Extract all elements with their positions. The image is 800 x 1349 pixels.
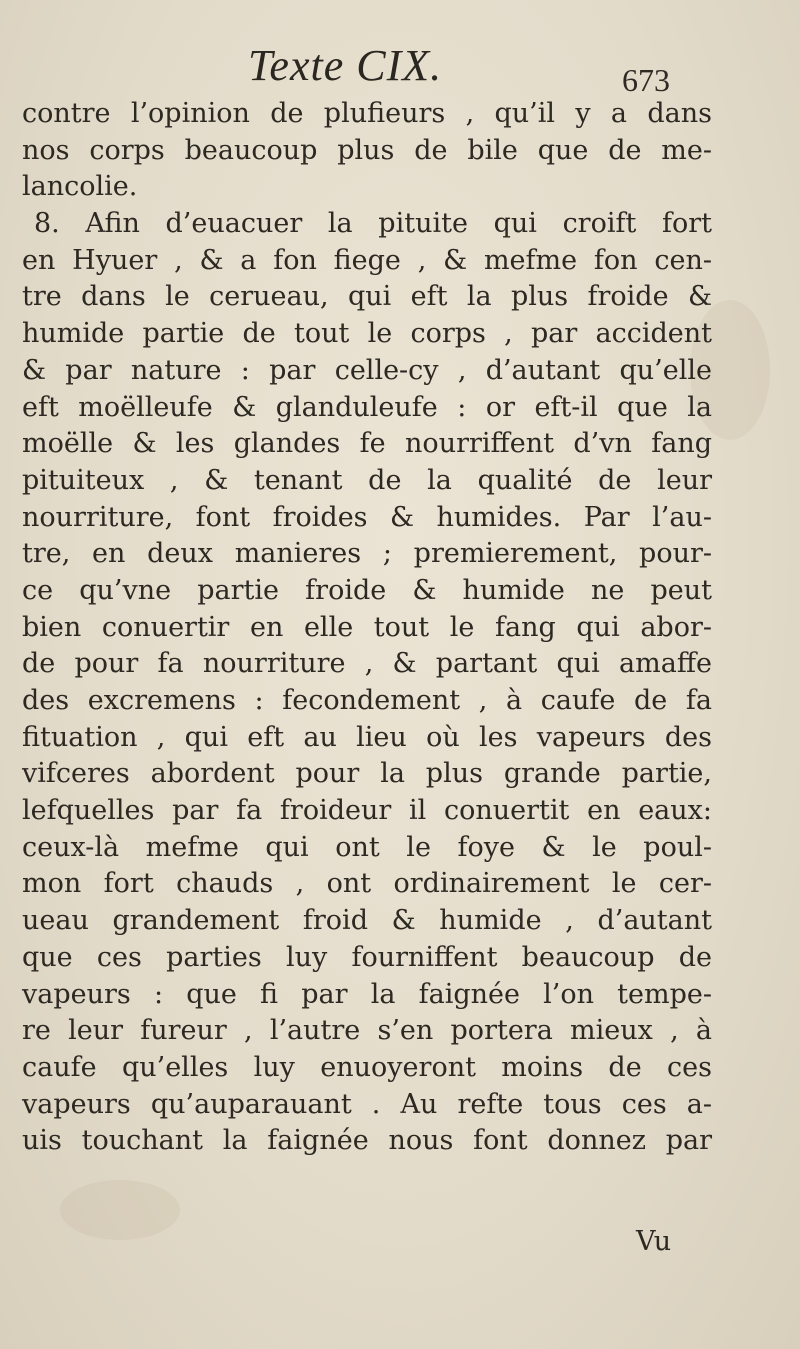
text-line: humide partie de tout le corps , par accident <box>22 318 712 350</box>
page-header <box>0 40 800 100</box>
text-line: vapeurs qu’auparauant . Au refte tous ces a- <box>22 1088 712 1120</box>
text-line: lefquelles par fa froideur il conuertit en eaux: <box>22 795 712 827</box>
text-line: nos corps beaucoup plus de bile que de me- <box>22 134 712 166</box>
text-line: nourriture, font froides & humides. Par l’au- <box>22 501 712 533</box>
page-number: 673 <box>622 62 670 98</box>
paper-foxing <box>60 1180 180 1240</box>
text-line: ceux-là mefme qui ont le foye & le poul- <box>22 831 712 863</box>
text-line: ce qu’vne partie froide & humide ne peut <box>22 574 712 606</box>
text-line: & par nature : par celle-cy , d’autant qu’elle <box>22 354 712 386</box>
text-line: tre dans le cerueau, qui eft la plus froide & <box>22 281 712 313</box>
text-line: eft moëlleufe & glanduleufe : or eft-il que la <box>22 391 712 423</box>
text-line: uis touchant la faignée nous font donnez par <box>22 1125 712 1157</box>
body-text <box>22 96 712 1160</box>
text-line: lancolie. <box>22 171 138 203</box>
text-line: vapeurs : que fi par la faignée l’on tempe- <box>22 978 712 1010</box>
text-line: caufe qu’elles luy enuoyeront moins de ces <box>22 1051 712 1083</box>
text-line: ueau grandement froid & humide , d’autant <box>22 905 712 937</box>
catchword: Vu <box>636 1226 672 1257</box>
text-line: tre, en deux manieres ; premierement, pour- <box>22 538 712 570</box>
text-line: que ces parties luy fourniffent beaucoup de <box>22 941 712 973</box>
text-line: moëlle & les glandes fe nourriffent d’vn fang <box>22 428 712 460</box>
text-line: en Hyuer , & a fon fiege , & mefme fon cen- <box>22 244 712 276</box>
text-line: re leur fureur , l’autre s’en portera mieux , à <box>22 1015 712 1047</box>
text-line: vifceres abordent pour la plus grande partie, <box>22 758 712 790</box>
text-line: contre l’opinion de plufieurs , qu’il y a dans <box>22 98 712 129</box>
text-line: 8. Afin d’euacuer la pituite qui croift fort <box>34 208 712 240</box>
running-head: Texte CIX. <box>248 41 443 90</box>
text-line: fituation , qui eft au lieu où les vapeurs des <box>22 721 712 753</box>
text-line: des excremens : fecondement , à caufe de fa <box>22 685 712 716</box>
text-line: mon fort chauds , ont ordinairement le cer- <box>22 868 712 900</box>
text-line: pituiteux , & tenant de la qualité de leur <box>22 464 712 496</box>
text-line: bien conuertir en elle tout le fang qui abor- <box>22 611 712 643</box>
text-line: de pour fa nourriture , & partant qui amaffe <box>22 648 712 680</box>
